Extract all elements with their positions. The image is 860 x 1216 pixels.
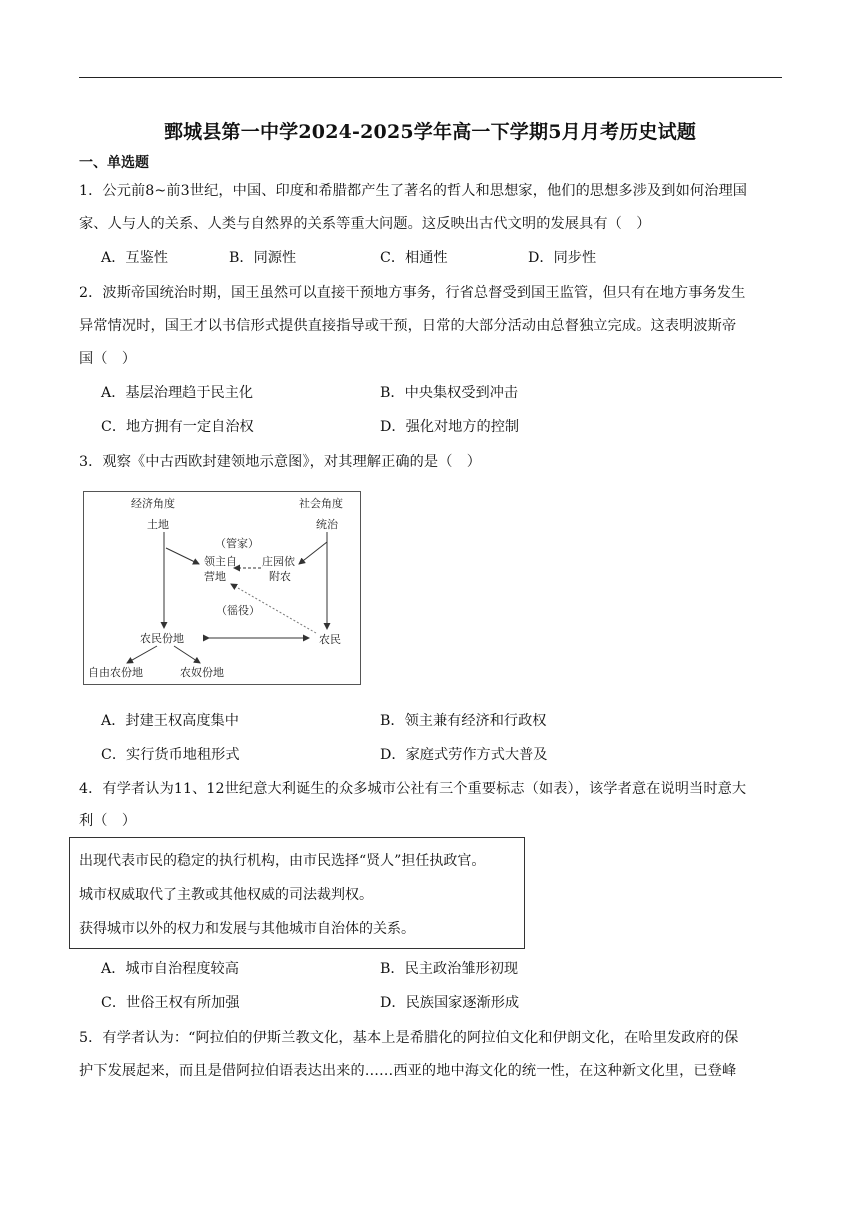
question-4-option-d[interactable]: D．民族国家逐渐形成 xyxy=(380,995,520,1011)
diagram-label-peasant-holding: 农民份地 xyxy=(140,632,184,645)
question-4-option-a[interactable]: A．城市自治程度较高 xyxy=(101,961,239,977)
diagram-label-lord-demesne-1: 领主自 xyxy=(204,555,237,568)
diagram-label-manor-2: 附农 xyxy=(269,570,291,583)
arrow-holding-to-serf xyxy=(174,646,200,663)
question-2-line-1: 2．波斯帝国统治时期，国王虽然可以直接干预地方事务，行省总督受到国王监管，但只有在地方事务发生 xyxy=(79,285,746,301)
diagram-label-free-holding: 自由农份地 xyxy=(88,666,143,679)
question-4-line-2: 利（ ） xyxy=(79,813,137,829)
question-3-option-c[interactable]: C．实行货币地租形式 xyxy=(101,747,240,763)
question-2-option-b[interactable]: B．中央集权受到冲击 xyxy=(380,385,519,401)
table-row: 城市权威取代了主教或其他权威的司法裁判权。 xyxy=(79,887,373,903)
diagram-label-rule: 统治 xyxy=(316,518,338,531)
question-1-option-a[interactable]: A．互鉴性 xyxy=(101,250,168,266)
section-heading: 一、单选题 xyxy=(79,155,149,171)
arrow-land-to-demesne xyxy=(166,548,199,564)
question-3-option-d[interactable]: D．家庭式劳作方式大普及 xyxy=(380,747,548,763)
question-2-option-d[interactable]: D．强化对地方的控制 xyxy=(380,419,520,435)
question-2-line-2: 异常情况时，国王才以书信形式提供直接指导或干预，日常的大部分活动由总督独立完成。这表明波斯帝 xyxy=(79,318,737,334)
diagram-label-land: 土地 xyxy=(147,518,169,531)
diagram-label-lord-demesne-2: 营地 xyxy=(204,570,226,583)
question-4-line-1: 4．有学者认为11、12世纪意大利诞生的众多城市公社有三个重要标志（如表），该学者意在说明当时意大 xyxy=(79,781,747,797)
question-3-option-a[interactable]: A．封建王权高度集中 xyxy=(101,713,239,729)
diagram-label-manor-1: 庄园依 xyxy=(262,555,295,568)
page-title: 鄄城县第一中学2024-2025学年高一下学期5月月考历史试题 xyxy=(163,121,697,143)
arrow-holding-to-free xyxy=(127,646,157,663)
question-1-option-c[interactable]: C．相通性 xyxy=(380,250,448,266)
question-1-line-1: 1．公元前8~前3世纪，中国、印度和希腊都产生了著名的哲人和思想家，他们的思想多涉及到如何治理国 xyxy=(79,183,748,199)
feudal-manor-diagram xyxy=(83,491,361,685)
question-1-line-2: 家、人与人的关系、人类与自然界的关系等重大问题。这反映出古代文明的发展具有（ ） xyxy=(79,216,651,232)
question-3-line-1: 3．观察《中古西欧封建领地示意图》，对其理解正确的是（ ） xyxy=(79,454,482,470)
diagram-label-peasant: 农民 xyxy=(319,633,341,646)
table-row: 获得城市以外的权力和发展与其他城市自治体的关系。 xyxy=(79,921,415,937)
diagram-label-corvee: （徭役） xyxy=(216,604,260,617)
diagram-label-serf-holding: 农奴份地 xyxy=(180,666,224,679)
question-5-line-2: 护下发展起来，而且是借阿拉伯语表达出来的……西亚的地中海文化的统一性，在这种新文化里，已登峰 xyxy=(79,1063,737,1079)
question-4-option-c[interactable]: C．世俗王权有所加强 xyxy=(101,995,240,1011)
question-1-option-d[interactable]: D．同步性 xyxy=(528,250,597,266)
header-rule xyxy=(79,77,782,78)
question-2-option-a[interactable]: A．基层治理趋于民主化 xyxy=(101,385,254,401)
question-1-option-b[interactable]: B．同源性 xyxy=(229,250,297,266)
question-4-option-b[interactable]: B．民主政治雏形初现 xyxy=(380,961,519,977)
question-2-line-3: 国（ ） xyxy=(79,351,137,367)
question-2-option-c[interactable]: C．地方拥有一定自治权 xyxy=(101,419,254,435)
diagram-label-social-angle: 社会角度 xyxy=(299,497,343,510)
table-row: 出现代表市民的稳定的执行机构，由市民选择“贤人”担任执政官。 xyxy=(79,853,486,869)
diagram-label-steward: （管家） xyxy=(215,537,259,550)
feudal-manor-diagram-svg xyxy=(84,492,362,686)
arrow-rule-to-manor xyxy=(299,542,327,564)
question-3-option-b[interactable]: B．领主兼有经济和行政权 xyxy=(380,713,547,729)
question-5-line-1: 5．有学者认为：“阿拉伯的伊斯兰教文化，基本上是希腊化的阿拉伯文化和伊朗文化，在哈里发政府的保 xyxy=(79,1030,739,1046)
commune-table xyxy=(69,837,525,949)
diagram-label-econ-angle: 经济角度 xyxy=(131,497,175,510)
